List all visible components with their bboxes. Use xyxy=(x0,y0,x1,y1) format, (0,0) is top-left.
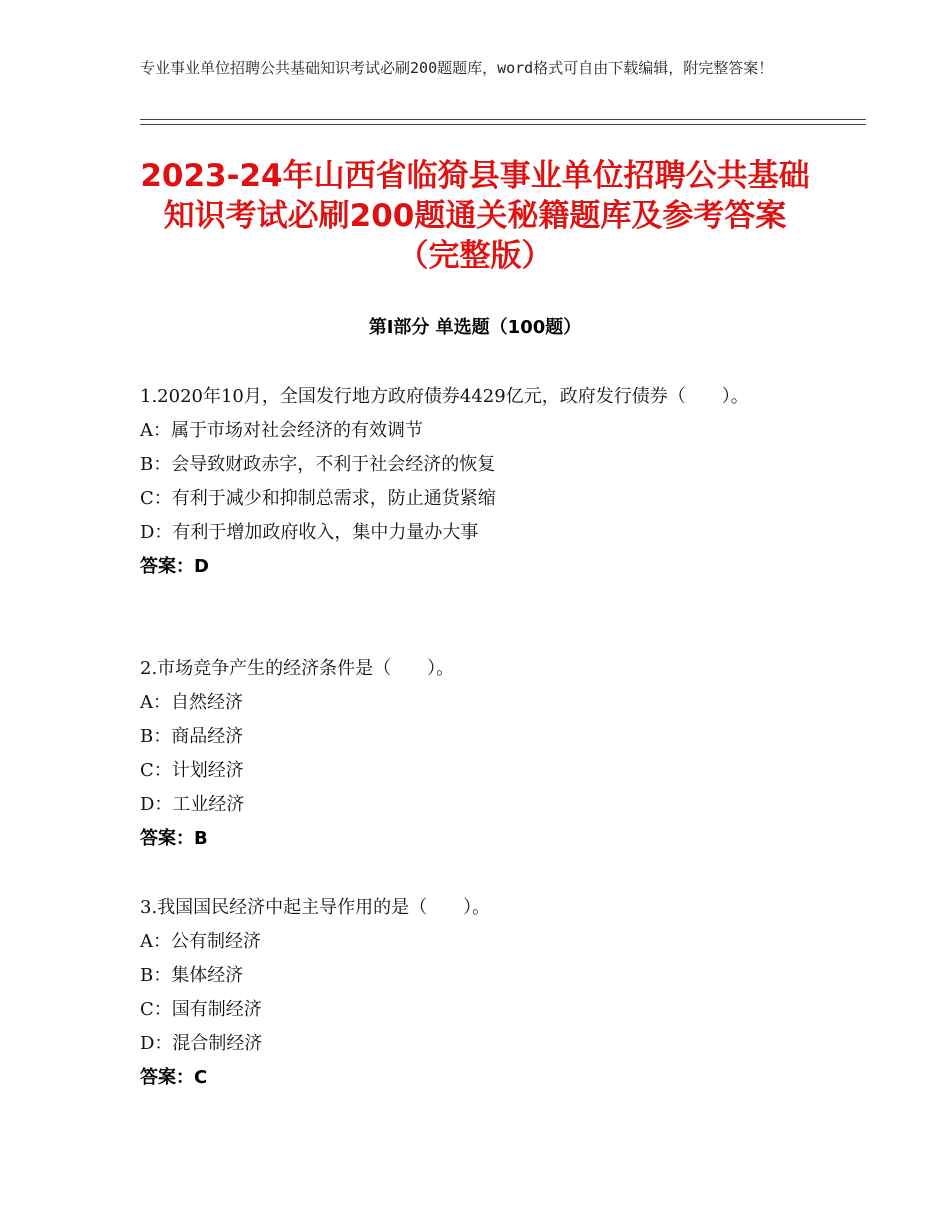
option-b: B：商品经济 xyxy=(140,726,244,747)
option-a: A：自然经济 xyxy=(140,692,243,713)
header-divider-top xyxy=(140,119,866,120)
section-title: 第Ⅰ部分 单选题（100题） xyxy=(368,317,582,338)
question-stem: 2.市场竞争产生的经济条件是（ ）。 xyxy=(140,658,455,679)
answer: 答案：C xyxy=(140,1067,208,1088)
option-d: D：有利于增加政府收入，集中力量办大事 xyxy=(140,522,479,543)
document-title: 2023-24年山西省临猗县事业单位招聘公共基础知识考试必刷200题通关秘籍题库及参考答案（完整版） xyxy=(140,158,810,274)
question-3 xyxy=(140,891,820,1095)
option-b: B：会导致财政赤字，不利于社会经济的恢复 xyxy=(140,454,496,475)
option-a: A：公有制经济 xyxy=(140,931,261,952)
header-note: 专业事业单位招聘公共基础知识考试必刷200题题库，word格式可自由下载编辑，附完整答案！ xyxy=(140,59,774,77)
answer: 答案：D xyxy=(140,556,209,577)
option-c: C：有利于减少和抑制总需求，防止通货紧缩 xyxy=(140,488,496,509)
question-stem: 3.我国国民经济中起主导作用的是（ ）。 xyxy=(140,897,491,918)
header-divider-bottom xyxy=(140,124,866,125)
option-d: D：工业经济 xyxy=(140,794,245,815)
question-stem: 1.2020年10月，全国发行地方政府债券4429亿元，政府发行债券（ ）。 xyxy=(140,386,749,407)
option-d: D：混合制经济 xyxy=(140,1033,263,1054)
option-c: C：国有制经济 xyxy=(140,999,262,1020)
option-c: C：计划经济 xyxy=(140,760,244,781)
option-b: B：集体经济 xyxy=(140,965,244,986)
question-2 xyxy=(140,652,820,856)
option-a: A：属于市场对社会经济的有效调节 xyxy=(140,420,423,441)
question-1 xyxy=(140,380,820,584)
answer: 答案：B xyxy=(140,828,208,849)
